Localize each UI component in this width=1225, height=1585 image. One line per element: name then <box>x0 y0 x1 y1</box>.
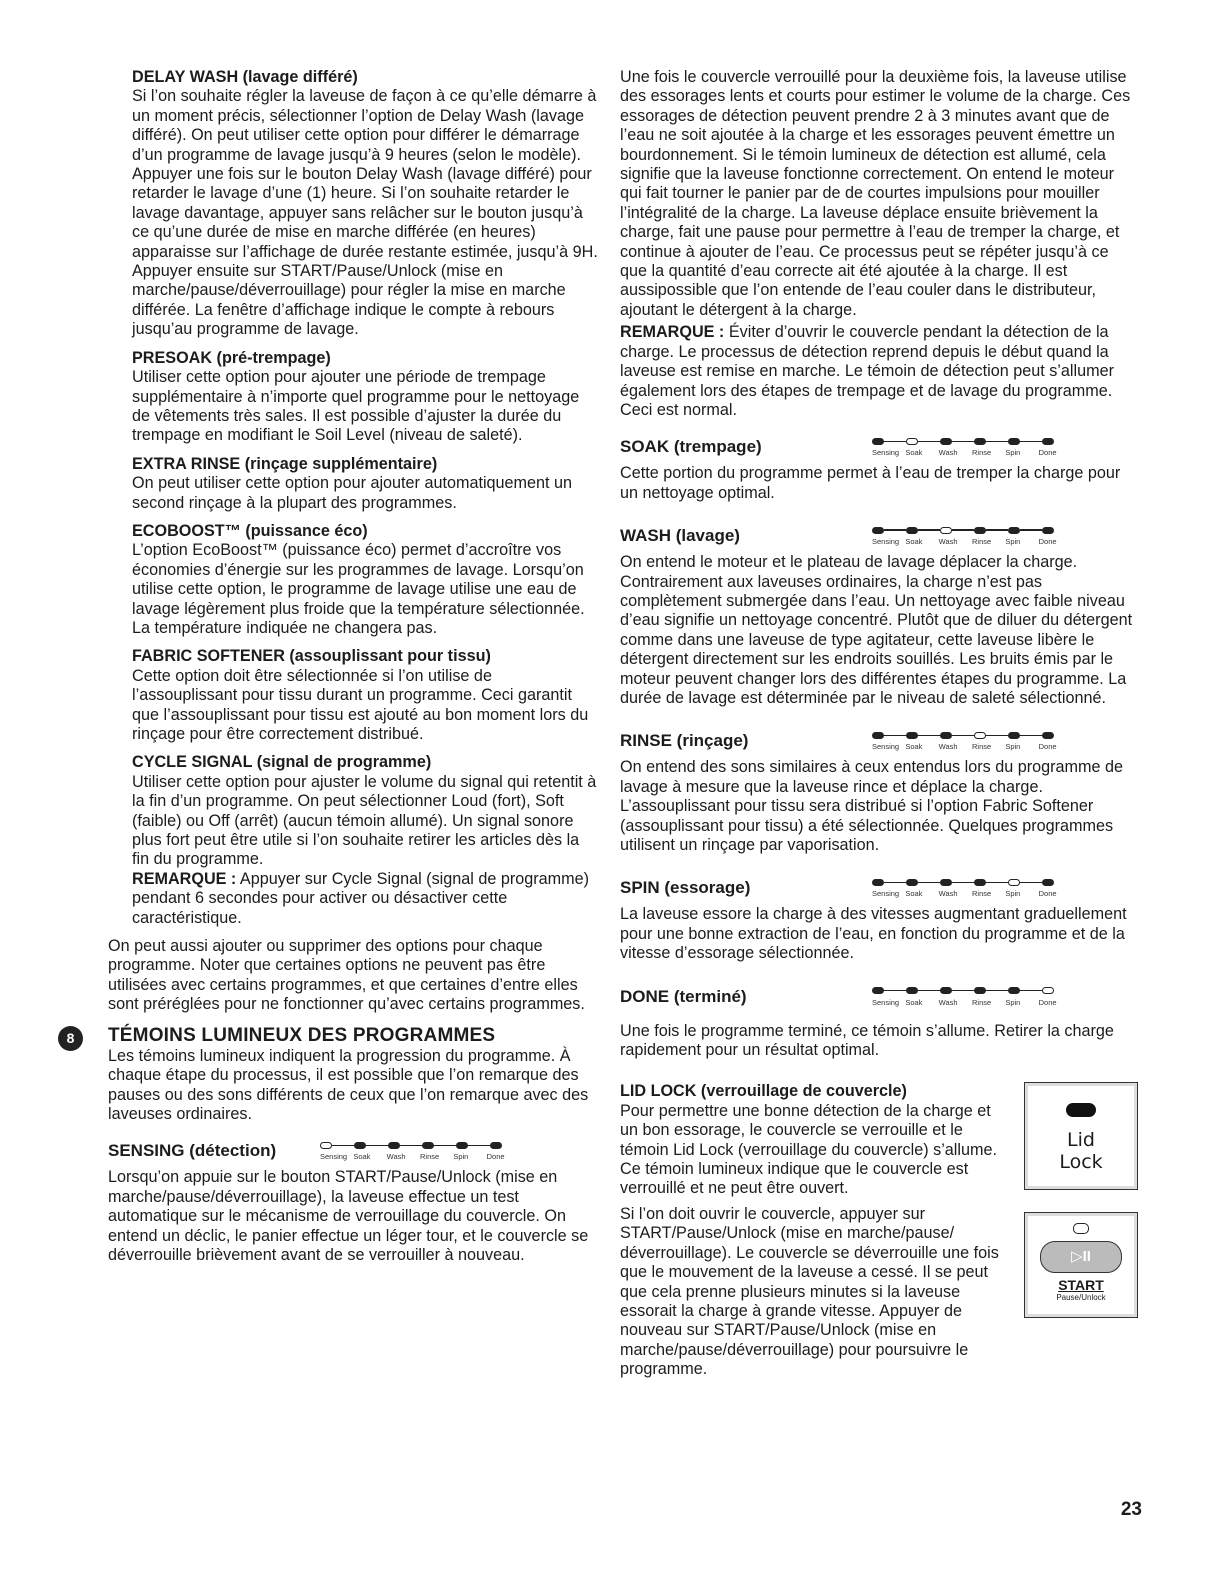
indicator-light-icon <box>1008 732 1020 739</box>
indicator-label: Done <box>1038 889 1057 899</box>
option-text: Si l’on souhaite régler la laveuse de façon à ce qu’elle démarre à un moment précis, sélectionner l’option de Delay Wash (lavage différé). On peut utiliser cette option pour différer le démarrage d’un programme de lavage jusqu’à 9 heures (selon le modèle). Appuyer une fois sur le bouton Delay Wash (lavage différé) pour retarder le lavage d’une (1) heure. Si l’on souhaite retarder le lavage davantage, appuyer sans relâcher sur le bouton jusqu’à ce qu’une durée de mise en marche différée (en heures) apparaisse sur l’affichage de durée restante estimée, jusqu’à 9H. Appuyer ensuite sur START/Pause/Unlock (mise en marche/pause/déverrouillage) pour régler la mise en marche différée. La fenêtre d’affichage indique le compte à rebours jusqu’au programme de lavage. <box>132 87 598 339</box>
option-text: Utiliser cette option pour ajuster le volume du signal qui retentit à la fin d’un programme. On peut sélectionner Loud (fort), Soft (faible) ou Off (arrêt) (aucun témoin allumé). Un signal sonore plus fort peut être utile si l’on souhaite retirer les articles dès la fin du programme. <box>132 772 597 869</box>
start-button-illustration <box>1024 1212 1138 1318</box>
indicator-label: Sensing <box>872 537 900 547</box>
indicator-label: Sensing <box>872 448 900 458</box>
stage-text: La laveuse essore la charge à des vitesses augmentant graduellement pour une bonne extraction de l’eau, en fonction du programme et de la vitesse d’essorage sélectionnée. <box>620 905 1127 963</box>
indicator-light-icon <box>1042 438 1054 445</box>
indicator-label: Done <box>1038 997 1057 1007</box>
indicator-light-icon <box>354 1142 366 1149</box>
indicator-light-icon <box>1042 732 1054 739</box>
stage-title: WASH (lavage) <box>620 526 740 546</box>
stage-indicator <box>872 986 1072 1008</box>
indicator-label: Rinse <box>419 1152 440 1162</box>
indicator-connector <box>986 990 1008 991</box>
indicator-connector <box>1020 882 1042 883</box>
lid-lock-panel-illustration <box>1024 1082 1138 1190</box>
option-extra-rinse <box>132 455 598 513</box>
indicator-connector <box>332 1145 354 1146</box>
indicator-light-icon <box>1008 987 1020 994</box>
indicator-connector <box>986 735 1008 736</box>
indicator-connector <box>918 735 940 736</box>
sensing-continued-text: Une fois le couvercle verrouillé pour la deuxième fois, la laveuse utilise des essorages lents et courts pour estimer le volume de la charge. Ces essorages de détection peuvent prendre 2 à 3 minutes avant que de l’eau ne soit ajoutée à la charge et les essorages peuvent émettre un bourdonnement. Si le témoin lumineux de détection est allumé, cela signifie que la laveuse fonctionne correctement. On entend le moteur qui fait tourner le panier par de de courtes impulsions pour mouiller l’intégralité de la charge. La laveuse déplace ensuite brièvement la charge, fait une pause pour permettre à l’eau de tremper la charge, et continue à ajouter de l’eau. Ce processus peut se répéter jusqu’à ce que la quantité d’eau correcte ait été ajoutée à la charge. Il est aussipossible que l’on entende de l’eau couler dans le distributeur, ajoutant le détergent à la charge. <box>620 68 1131 319</box>
stage-text: Une fois le programme terminé, ce témoin s’allume. Retirer la charge rapidement pour un résultat optimal. <box>620 1021 1114 1060</box>
indicator-light-icon <box>456 1142 468 1149</box>
stage-indicator <box>872 730 1072 752</box>
indicator-connector <box>1020 529 1042 530</box>
indicator-label: Spin <box>1005 889 1021 899</box>
indicator-connector <box>986 441 1008 442</box>
indicator-label: Wash <box>938 537 958 547</box>
start-label: START <box>1058 1277 1104 1294</box>
indicator-light-icon <box>974 438 986 445</box>
indicator-label: Sensing <box>872 889 900 899</box>
indicator-light-icon <box>1008 527 1020 534</box>
indicator-light-icon <box>974 879 986 886</box>
indicator-connector <box>918 882 940 883</box>
stage-wash-header <box>620 525 1135 547</box>
indicator-label: Rinse <box>971 997 992 1007</box>
indicator-label: Spin <box>453 1152 469 1162</box>
lid-lock-text <box>620 1082 1010 1379</box>
indicator-label: Soak <box>905 537 923 547</box>
indicator-light-icon <box>940 438 952 445</box>
indicator-light-icon <box>906 438 918 445</box>
indicator-labels <box>872 448 1072 458</box>
indicator-light-icon <box>940 732 952 739</box>
stage-spin-header <box>620 877 1135 899</box>
indicator-light-icon <box>906 879 918 886</box>
option-delay-wash <box>132 68 598 340</box>
stage-title: SENSING (détection) <box>108 1141 277 1161</box>
indicator-label: Spin <box>1005 537 1021 547</box>
indicator-light-icon <box>940 879 952 886</box>
stage-done-header <box>620 986 1135 1008</box>
indicator-label: Rinse <box>971 889 992 899</box>
stage-indicator <box>872 525 1072 547</box>
option-ecoboost <box>132 522 598 638</box>
indicator-lights <box>872 986 1072 996</box>
indicator-label: Soak <box>905 997 923 1007</box>
note-text: Éviter d’ouvrir le couvercle pendant la détection de la charge. Le processus de détection reprend depuis le début quand la laveuse est remise en marche. Le témoin de détection peut s’allumer également lors des étapes de trempage et de lavage du programme. Ceci est normal. <box>620 323 1114 419</box>
indicator-lights <box>872 730 1072 740</box>
indicator-light-icon <box>388 1142 400 1149</box>
option-text: Cette option doit être sélectionnée si l’on utilise de l’assouplissant pour tissu durant un programme. Ceci garantit que l’assouplissant pour tissu est ajouté au bon moment lors du rinçage pour être correctement distribué. <box>132 666 589 743</box>
indicator-label: Done <box>1038 448 1057 458</box>
indicator-label: Wash <box>938 889 958 899</box>
stage-sensing-header <box>108 1140 598 1162</box>
indicator-label: Spin <box>1005 742 1021 752</box>
indicator-connector <box>884 735 906 736</box>
section-title: TÉMOINS LUMINEUX DES PROGRAMMES <box>108 1024 496 1046</box>
stage-indicator <box>872 877 1072 899</box>
indicator-label: Spin <box>1005 448 1021 458</box>
indicator-connector <box>918 441 940 442</box>
indicator-light-icon <box>490 1142 502 1149</box>
option-note <box>132 870 598 928</box>
indicator-connector <box>884 882 906 883</box>
start-sub-label: Pause/Unlock <box>1056 1293 1106 1303</box>
indicator-connector <box>1020 441 1042 442</box>
indicator-label: Done <box>486 1152 505 1162</box>
indicator-label: Wash <box>938 742 958 752</box>
indicator-light-icon <box>1008 438 1020 445</box>
option-fabric-softener <box>132 647 598 744</box>
option-cycle-signal <box>132 753 598 928</box>
lid-lock-lamp-icon <box>1066 1103 1096 1117</box>
section-header <box>66 1024 598 1047</box>
lid-lock-section <box>620 1082 1135 1379</box>
indicator-lights <box>872 525 1072 535</box>
option-title: CYCLE SIGNAL (signal de programme) <box>132 753 432 772</box>
indicator-connector <box>918 529 940 530</box>
option-text: L’option EcoBoost™ (puissance éco) permet d’accroître vos économies d’énergie sur les programmes de lavage. Lorsqu’on utilise cette option, le programme de lavage utilise une eau de lavage légèrement plus froide que la température sélectionnée. La température indiquée ne changera pas. <box>132 541 585 637</box>
indicator-connector <box>986 882 1008 883</box>
stage-text: On entend le moteur et le plateau de lavage déplacer la charge. Contrairement aux laveuses ordinaires, la charge n’est pas complètement submergée dans l’eau. Un nettoyage avec faible niveau d’eau signifie un nettoyage concentré. Plutôt que de diluer du détergent comme dans une laveuse de type agitateur, cette laveuse libère le détergent directement sur les endroits souillés. Les bruits émis par le moteur peuvent changer lors des différentes étapes du programme. La durée de lavage est déterminée par le niveau de saleté sélectionné. <box>620 553 1133 707</box>
indicator-light-icon <box>872 732 884 739</box>
indicator-label: Soak <box>905 889 923 899</box>
indicator-light-icon <box>940 527 952 534</box>
indicator-label: Done <box>1038 537 1057 547</box>
indicator-label: Wash <box>938 997 958 1007</box>
indicator-labels <box>872 537 1072 547</box>
indicator-light-icon <box>974 732 986 739</box>
indicator-light-icon <box>1042 527 1054 534</box>
indicator-label: Rinse <box>971 537 992 547</box>
indicator-light-icon <box>872 987 884 994</box>
indicator-lights <box>872 436 1072 446</box>
stage-title: SOAK (trempage) <box>620 437 762 457</box>
indicator-connector <box>884 990 906 991</box>
indicator-connector <box>986 529 1008 530</box>
sensing-note <box>620 323 1135 420</box>
indicator-connector <box>884 529 906 530</box>
indicator-label: Soak <box>353 1152 371 1162</box>
option-title: PRESOAK (pré-trempage) <box>132 348 331 367</box>
indicator-connector <box>952 441 974 442</box>
indicator-connector <box>434 1145 456 1146</box>
stage-title: RINSE (rinçage) <box>620 731 749 751</box>
indicator-light-icon <box>974 987 986 994</box>
note-text: Appuyer sur Cycle Signal (signal de programme) pendant 6 secondes pour activer ou désactiver cette caractéristique. <box>132 869 590 927</box>
indicator-connector <box>952 735 974 736</box>
indicator-label: Wash <box>938 448 958 458</box>
lid-lock-panel-label-1: Lid <box>1067 1129 1095 1152</box>
left-column <box>66 68 598 1265</box>
indicator-connector <box>468 1145 490 1146</box>
option-presoak <box>132 349 598 446</box>
option-title: DELAY WASH (lavage différé) <box>132 68 358 86</box>
indicator-labels <box>320 1152 520 1162</box>
stage-title: SPIN (essorage) <box>620 878 751 898</box>
indicator-light-icon <box>872 879 884 886</box>
indicator-connector <box>1020 990 1042 991</box>
indicator-label: Sensing <box>872 742 900 752</box>
option-title: FABRIC SOFTENER (assouplissant pour tissu) <box>132 647 491 666</box>
play-pause-icon: ▷II <box>1040 1241 1122 1273</box>
stage-text: Lorsqu’on appuie sur le bouton START/Pause/Unlock (mise en marche/pause/déverrouillage), la laveuse effectue un test automatique sur le mécanisme de verrouillage du couvercle. On entend un déclic, le panier effectue un léger tour, et le couvercle se déverrouille brièvement avant de se verrouiller à nouveau. <box>108 1168 589 1264</box>
note-label: REMARQUE : <box>132 869 237 888</box>
indicator-light-icon <box>422 1142 434 1149</box>
lid-lock-paragraph-2: Si l’on doit ouvrir le couvercle, appuyer sur START/Pause/Unlock (mise en marche/pause/ déverrouillage). Le couvercle se déverrouille une fois que le mouvement de la laveuse a cessé. Il se peut que cela prenne plusieurs minutes si la laveuse essorait la charge à grande vitesse. Appuyer de nouveau sur START/Pause/Unlock (mise en marche/pause/déverrouillage) pour poursuivre le programme. <box>620 1204 999 1379</box>
indicator-light-icon <box>906 527 918 534</box>
indicator-label: Wash <box>386 1152 406 1162</box>
indicator-label: Soak <box>905 742 923 752</box>
section-intro: Les témoins lumineux indiquent la progression du programme. À chaque étape du processus, il est possible que l’on remarque des pauses ou des sons différents de ceux que l’on remarque avec des laveuses ordinaires. <box>108 1046 589 1123</box>
indicator-label: Rinse <box>971 448 992 458</box>
option-text: On peut utiliser cette option pour ajouter automatiquement un second rinçage à la plupart des programmes. <box>132 474 573 512</box>
indicator-label: Rinse <box>971 742 992 752</box>
stage-text: Cette portion du programme permet à l’eau de tremper la charge pour un nettoyage optimal. <box>620 464 1121 502</box>
indicator-connector <box>1020 735 1042 736</box>
indicator-lights <box>872 877 1072 887</box>
page-number: 23 <box>1120 1499 1142 1520</box>
indicator-connector <box>884 441 906 442</box>
indicator-light-icon <box>974 527 986 534</box>
indicator-light-icon <box>872 438 884 445</box>
indicator-label: Sensing <box>320 1152 348 1162</box>
stage-text: On entend des sons similaires à ceux entendus lors du programme de lavage à mesure que la laveuse rince et déplace la charge. L’assouplissant pour tissu sera distribué si l’option Fabric Softener (assouplissant pour tissu) a été sélectionnée. Quelques programmes utilisent un rinçage par vaporisation. <box>620 758 1123 854</box>
lid-lock-paragraph-1: Pour permettre une bonne détection de la charge et un bon essorage, le couvercle se verrouille et le témoin Lid Lock (verrouillage du couvercle) s’allume. Ce témoin lumineux indique que le couvercle est verrouillé et ne peut être ouvert. <box>620 1101 997 1198</box>
indicator-light-icon <box>1042 987 1054 994</box>
options-footer: On peut aussi ajouter ou supprimer des options pour chaque programme. Noter que certaines options ne peuvent pas être utilisées avec certains programmes, et que certaines d’entre elles sont préréglées pour ne fonctionner qu’avec certains programmes. <box>108 937 585 1014</box>
indicator-light-icon <box>906 732 918 739</box>
indicator-labels <box>872 998 1072 1008</box>
right-column <box>620 68 1135 1380</box>
indicator-light-icon <box>906 987 918 994</box>
indicator-light-icon <box>320 1142 332 1149</box>
indicator-lights <box>320 1140 520 1150</box>
indicator-light-icon <box>940 987 952 994</box>
indicator-label: Soak <box>905 448 923 458</box>
indicator-labels <box>872 742 1072 752</box>
start-lamp-icon <box>1073 1223 1089 1234</box>
indicator-label: Done <box>1038 742 1057 752</box>
lid-lock-title: LID LOCK (verrouillage de couvercle) <box>620 1082 907 1101</box>
indicator-light-icon <box>872 527 884 534</box>
stage-title: DONE (terminé) <box>620 986 747 1006</box>
stage-indicator <box>320 1140 520 1162</box>
lid-lock-panel-label-2: Lock <box>1059 1151 1103 1174</box>
option-title: ECOBOOST™ (puissance éco) <box>132 521 368 540</box>
section-number-badge: 8 <box>58 1026 83 1051</box>
indicator-connector <box>400 1145 422 1146</box>
indicator-light-icon <box>1008 879 1020 886</box>
option-text: Utiliser cette option pour ajouter une période de trempage supplémentaire à n’importe quel programme pour le nettoyage de vêtements très sales. Il est possible d’ajuster la durée du trempage en modifiant le Soil Level (niveau de saleté). <box>132 368 580 445</box>
stage-soak-header <box>620 436 1135 458</box>
indicator-label: Sensing <box>872 997 900 1007</box>
indicator-label: Spin <box>1005 997 1021 1007</box>
stage-indicator <box>872 436 1072 458</box>
indicator-labels <box>872 889 1072 899</box>
indicator-connector <box>952 990 974 991</box>
indicator-connector <box>918 990 940 991</box>
option-title: EXTRA RINSE (rinçage supplémentaire) <box>132 454 438 473</box>
indicator-connector <box>952 529 974 530</box>
note-label: REMARQUE : <box>620 323 725 342</box>
indicator-light-icon <box>1042 879 1054 886</box>
indicator-connector <box>952 882 974 883</box>
indicator-connector <box>366 1145 388 1146</box>
stage-rinse-header <box>620 730 1135 752</box>
